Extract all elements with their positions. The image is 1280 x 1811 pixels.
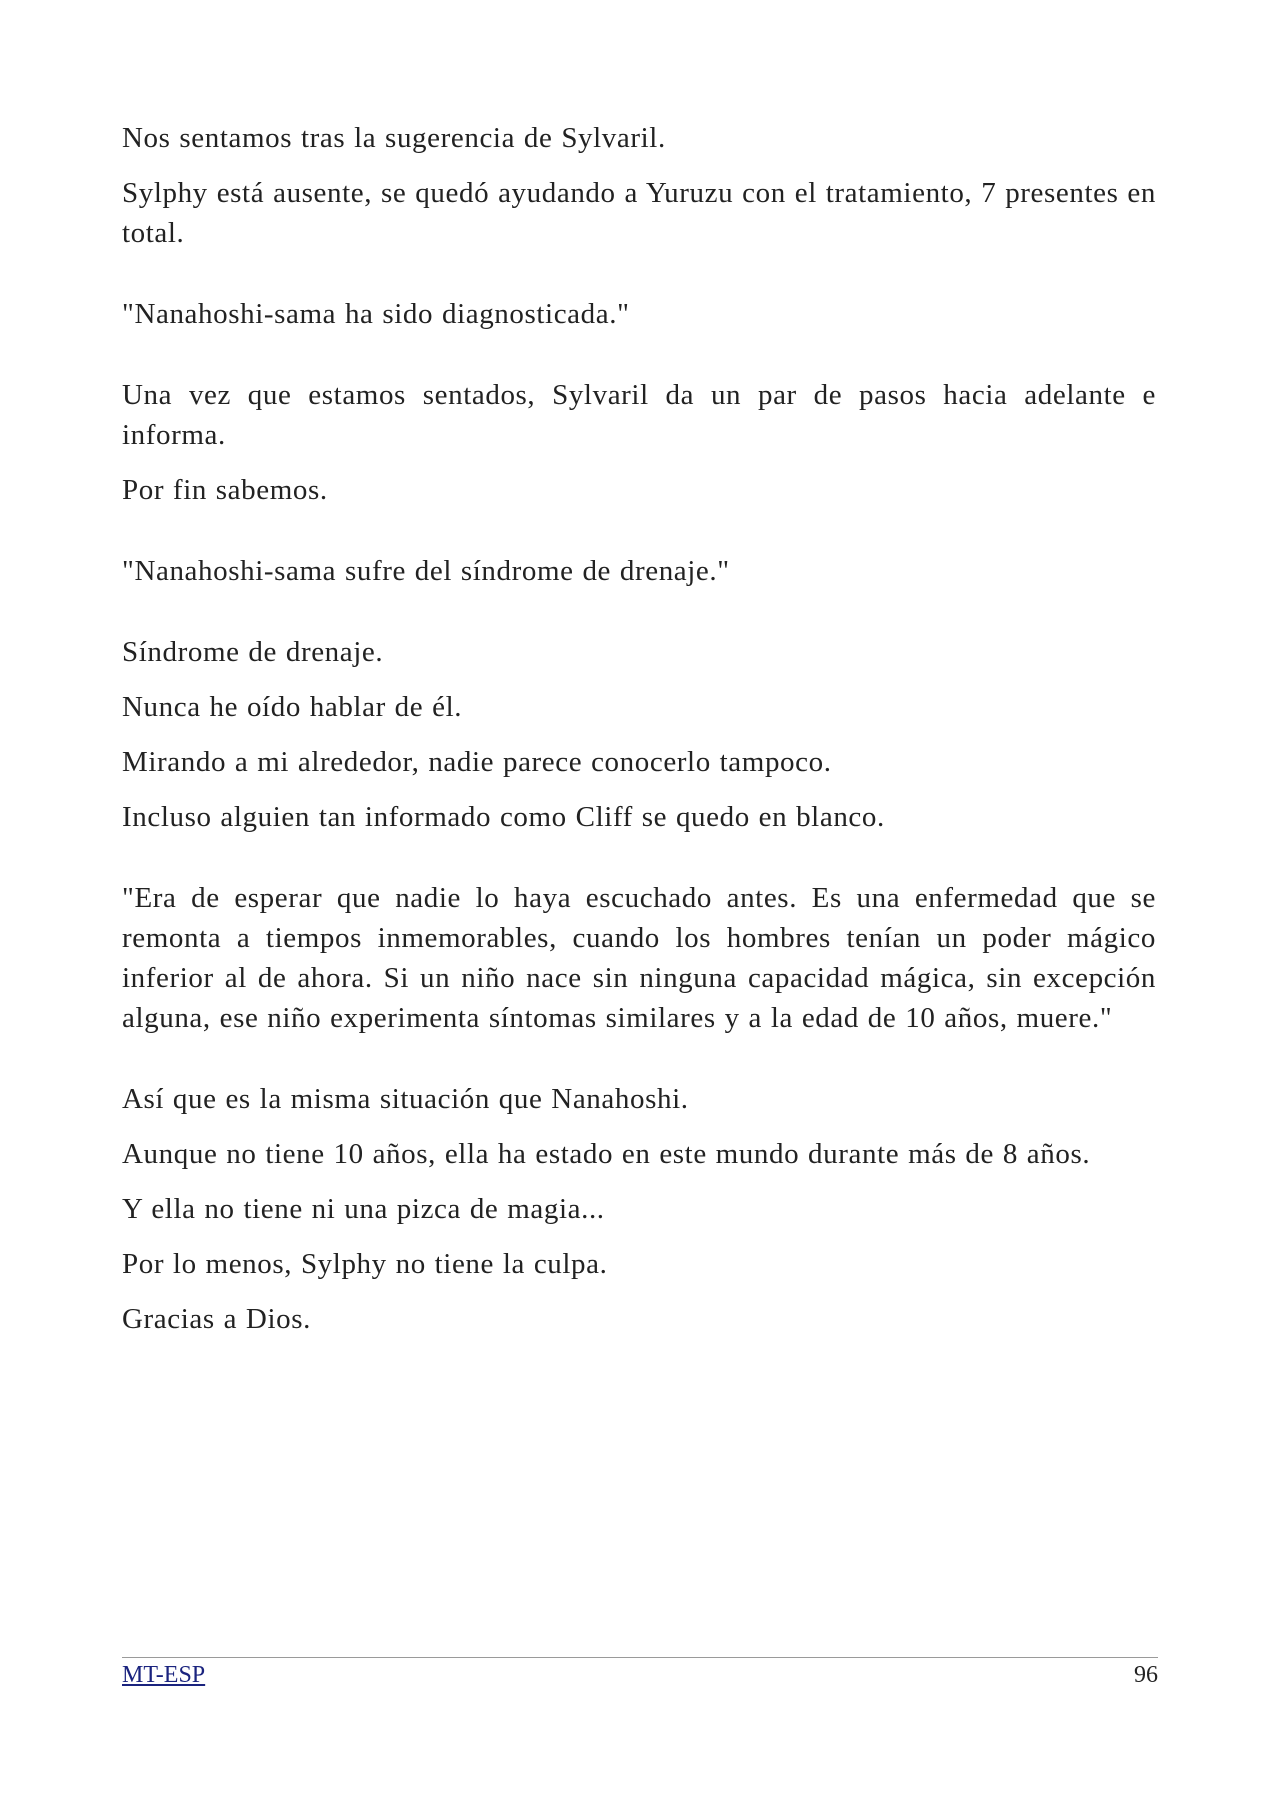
page-footer [122,1657,1158,1689]
paragraph: Gracias a Dios. [122,1303,311,1335]
paragraph: Así que es la misma situación que Nanahoshi. [122,1083,689,1115]
paragraph: "Era de esperar que nadie lo haya escuchado antes. Es una enfermedad que se remonta a tiempos inmemorables, cuando los hombres tenían un poder mágico inferior al de ahora. Si un niño nace sin ninguna capacidad mágica, sin excepción alguna, ese niño experimenta síntomas similares y a la edad de 10 años, muere." [122,882,1156,1034]
paragraph: Por fin sabemos. [122,474,328,506]
paragraph: Nos sentamos tras la sugerencia de Sylvaril. [122,122,666,154]
paragraph: Mirando a mi alrededor, nadie parece conocerlo tampoco. [122,746,832,778]
footer-link[interactable]: MT-ESP [122,1662,206,1688]
paragraph: Por lo menos, Sylphy no tiene la culpa. [122,1248,608,1280]
paragraph: Incluso alguien tan informado como Cliff se quedo en blanco. [122,801,885,833]
paragraph: Aunque no tiene 10 años, ella ha estado en este mundo durante más de 8 años. [122,1138,1091,1170]
paragraph: Una vez que estamos sentados, Sylvaril da un par de pasos hacia adelante e informa. [122,379,1156,451]
paragraph: Y ella no tiene ni una pizca de magia... [122,1193,605,1225]
paragraph: Sylphy está ausente, se quedó ayudando a Yuruzu con el tratamiento, 7 presentes en total. [122,177,1156,249]
paragraph: "Nanahoshi-sama ha sido diagnosticada." [122,298,630,330]
paragraph: Síndrome de drenaje. [122,636,384,668]
page-body [122,118,1156,1339]
paragraph: "Nanahoshi-sama sufre del síndrome de drenaje." [122,555,730,587]
page-number: 96 [1134,1662,1158,1688]
paragraph: Nunca he oído hablar de él. [122,691,463,723]
